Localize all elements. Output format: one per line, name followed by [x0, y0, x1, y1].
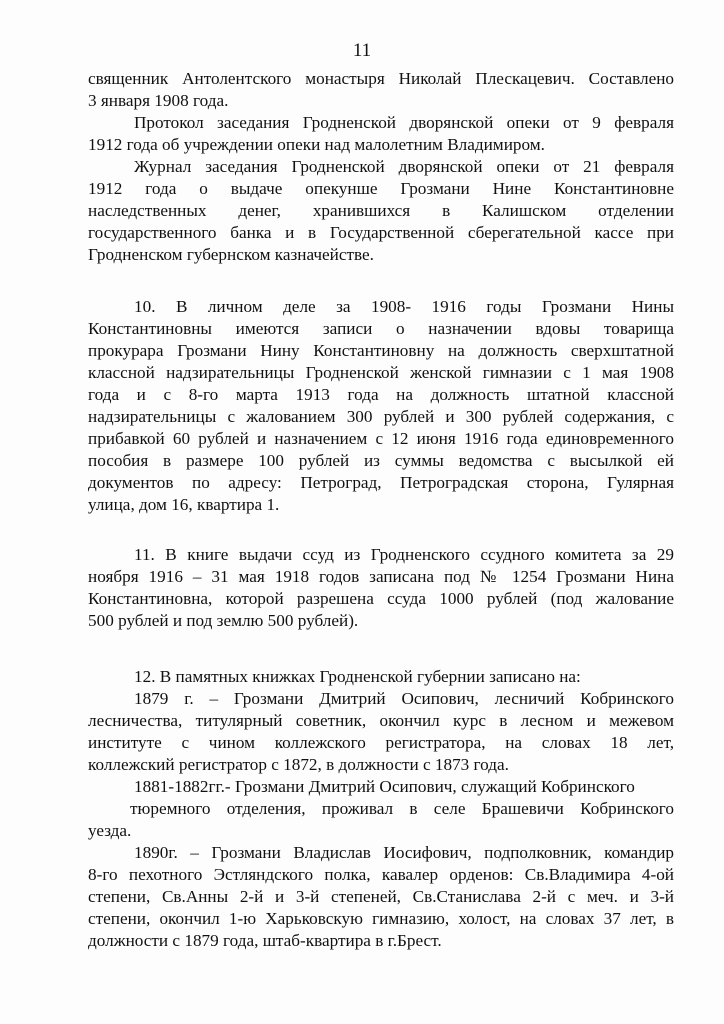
text-line: 10. В личном деле за 1908- 1916 годы Грозмани Нины [134, 297, 674, 316]
text-line: классной надзирательницы Гродненской женской гимназии с 1 мая 1908 [88, 363, 674, 382]
text-line: степени, окончил 1-ю Харьковскую гимназию, холост, на словах 37 лет, в [88, 909, 674, 928]
text-line: коллежский регистратор с 1872, в должности с 1873 года. [88, 755, 509, 774]
text-line: государственного банка и в Государственной сберегательной кассе при [88, 223, 674, 242]
text-line: года и с 8-го марта 1913 года на должность штатной классной [88, 385, 674, 404]
text-line: 1879 г. – Грозмани Дмитрий Осипович, лесничий Кобринского [134, 689, 674, 708]
text-line: 3 января 1908 года. [88, 91, 229, 110]
paragraph-1890 [88, 842, 674, 952]
paragraph-item-11 [88, 544, 674, 632]
text-line: документов по адресу: Петроград, Петроградская сторона, Гулярная [88, 473, 674, 492]
paragraph-item-10 [88, 296, 674, 516]
text-line: Протокол заседания Гродненской дворянской опеки от 9 февраля [134, 113, 674, 132]
paragraph-1879 [88, 688, 674, 776]
text-line: прибавкой 60 рублей и назначением с 12 июня 1916 года единовременного [88, 429, 674, 448]
paragraph-journal [88, 156, 674, 266]
text-line: Константиновна, которой разрешена ссуда 1000 рублей (под жалование [88, 589, 674, 608]
text-line: Журнал заседания Гродненской дворянской опеки от 21 февраля [134, 157, 674, 176]
text-line: надзирательницы с жалованием 300 рублей и 300 рублей содержания, с [88, 407, 674, 426]
text-line: уезда. [88, 821, 132, 840]
text-line: прокурара Грозмани Нину Константиновну на должность сверхштатной [88, 341, 674, 360]
text-line: Константиновны имеются записи о назначении вдовы товарища [88, 319, 674, 338]
text-line: 1912 года об учреждении опеки над малолетним Владимиром. [88, 135, 545, 154]
text-line: наследственных денег, хранившихся в Калишском отделении [88, 201, 674, 220]
text-line: тюремного отделения, проживал в селе Брашевичи Кобринского [130, 799, 674, 818]
text-line: 12. В памятных книжках Гродненской губернии записано на: [134, 667, 581, 686]
page-number: 11 [352, 40, 372, 61]
paragraph-protocol [88, 112, 674, 156]
paragraph-1881-1882 [88, 776, 674, 842]
text-line: 11. В книге выдачи ссуд из Гродненского ссудного комитета за 29 [134, 545, 674, 564]
text-line: 8-го пехотного Эстляндского полка, кавалер орденов: Св.Владимира 4-ой [88, 865, 674, 884]
text-line: лесничества, титулярный советник, окончил курс в лесном и межевом [88, 711, 674, 730]
text-line: пособия в размере 100 рублей из суммы ведомства с высылкой ей [88, 451, 674, 470]
text-line: улица, дом 16, квартира 1. [88, 495, 280, 514]
text-line: 500 рублей и под землю 500 рублей). [88, 611, 359, 630]
text-line: степени, Св.Анны 2-й и 3-й степеней, Св.Станислава 2-й с меч. и 3-й [88, 887, 674, 906]
text-line: ноября 1916 – 31 мая 1918 годов записана под № 1254 Грозмани Нина [88, 567, 674, 586]
paragraph-item-12-heading [88, 666, 674, 688]
text-line: Гродненском губернском казначействе. [88, 245, 374, 264]
text-line: священник Антолентского монастыря Николай Плескацевич. Составлено [88, 69, 674, 88]
text-line: 1912 года о выдаче опекунше Грозмани Нине Константиновне [88, 179, 674, 198]
text-line: 1881-1882гг.- Грозмани Дмитрий Осипович, служащий Кобринского [134, 777, 635, 796]
paragraph-continuation [88, 68, 674, 112]
text-line: 1890г. – Грозмани Владислав Иосифович, подполковник, командир [134, 843, 674, 862]
text-line: институте с чином коллежского регистратора, на словах 18 лет, [88, 733, 674, 752]
text-line: должности с 1879 года, штаб-квартира в г.Брест. [88, 931, 442, 950]
